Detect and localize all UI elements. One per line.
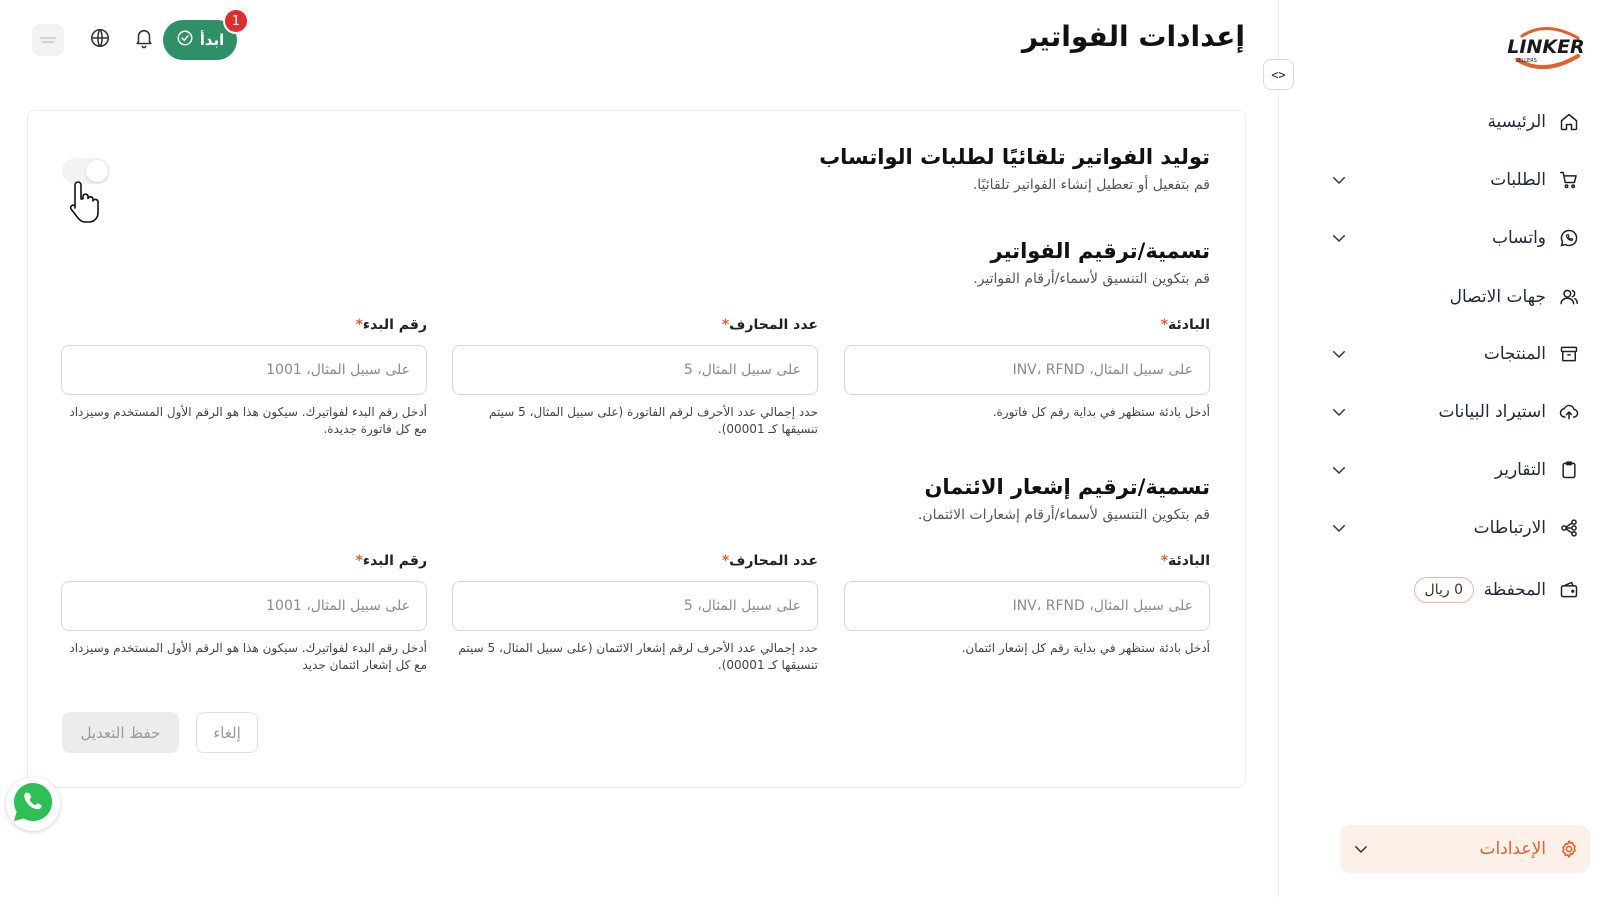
- invoice-length-hint: حدد إجمالي عدد الأحرف لرقم الفاتورة (على سبيل المثال، 5 سيتم تنسيقها كـ 00001).: [489, 405, 818, 436]
- invoice-prefix-input[interactable]: [844, 345, 1210, 395]
- start-badge: 1: [223, 8, 249, 34]
- sidebar-item-label: واتساب: [1491, 228, 1546, 248]
- credit-prefix-input[interactable]: [844, 581, 1210, 631]
- globe-icon: [89, 27, 111, 53]
- wallet-balance-badge: 0 ريال: [1414, 577, 1474, 603]
- sidebar: [1271, 0, 1600, 897]
- credit-start-label: رقم البدء*: [355, 553, 427, 569]
- invoice-prefix-label: البادئة*: [1160, 317, 1210, 333]
- invoice-length-field: [452, 317, 818, 438]
- invoice-length-input[interactable]: [452, 345, 818, 395]
- hand-cursor-icon: [66, 179, 100, 225]
- chevron-down-icon[interactable]: [1330, 345, 1348, 363]
- whatsapp-icon: [1558, 227, 1580, 249]
- credit-prefix-hint: أدخل بادئة ستظهر في بداية رقم كل إشعار ائتمان.: [961, 641, 1210, 655]
- logo-sub: SELLERS: [1515, 58, 1537, 64]
- start-label: ابدأ: [199, 31, 225, 49]
- sidebar-item-label: جهات الاتصال: [1449, 287, 1546, 307]
- sidebar-item-label: الطلبات: [1490, 170, 1546, 190]
- language-button[interactable]: [80, 20, 120, 60]
- users-icon: [1558, 286, 1580, 308]
- sidebar-item-home[interactable]: [1300, 102, 1600, 142]
- credit-start-input[interactable]: [61, 581, 427, 631]
- invoice-start-input[interactable]: [61, 345, 427, 395]
- check-circle-icon: [176, 29, 194, 51]
- notifications-button[interactable]: [124, 20, 164, 60]
- sidebar-item-reports[interactable]: [1300, 450, 1600, 490]
- chevron-down-icon[interactable]: [1330, 229, 1348, 247]
- invoice-prefix-hint: أدخل بادئة ستظهر في بداية رقم كل فاتورة.: [992, 405, 1210, 419]
- sidebar-item-settings[interactable]: [1340, 825, 1590, 873]
- home-icon: [1558, 111, 1580, 133]
- sidebar-item-label: المحفظة: [1483, 580, 1546, 600]
- invoice-start-field: [61, 317, 427, 438]
- share-icon: [1558, 517, 1580, 539]
- sidebar-item-integrations[interactable]: [1300, 508, 1600, 548]
- clipboard-icon: [1558, 459, 1580, 481]
- sidebar-item-label: استيراد البيانات: [1438, 402, 1546, 422]
- invoice-start-label: رقم البدء*: [355, 317, 427, 333]
- sidebar-item-label: الإعدادات: [1479, 839, 1546, 859]
- whatsapp-chat-button[interactable]: [6, 777, 60, 831]
- box-icon: [1558, 343, 1580, 365]
- chevron-down-icon[interactable]: [1330, 461, 1348, 479]
- cancel-button[interactable]: إلغاء: [196, 712, 258, 753]
- sidebar-item-label: الارتباطات: [1473, 518, 1546, 538]
- chevron-down-icon[interactable]: [1330, 171, 1348, 189]
- chevron-down-icon[interactable]: [1330, 519, 1348, 537]
- chevron-down-icon[interactable]: [1352, 840, 1370, 858]
- credit-prefix-label: البادئة*: [1160, 553, 1210, 569]
- chevron-down-icon[interactable]: [1330, 403, 1348, 421]
- credit-length-hint: حدد إجمالي عدد الأحرف لرقم إشعار الائتمان (على سبيل المثال، 5 سيتم تنسيقها كـ 00001).: [458, 641, 818, 672]
- sidebar-item-label: التقارير: [1494, 460, 1546, 480]
- sidebar-item-whatsapp[interactable]: [1300, 218, 1600, 258]
- page-title: إعدادات الفواتير: [1021, 20, 1245, 53]
- linker-logo[interactable]: [1504, 22, 1588, 74]
- invoice-start-hint: أدخل رقم البدء لفواتيرك. سيكون هذا هو الرقم الأول المستخدم وسيزداد مع كل فاتورة جديدة.: [69, 405, 427, 436]
- whatsapp-icon: [10, 779, 56, 829]
- invoice-length-label: عدد المحارف*: [721, 317, 818, 333]
- partner-logo-button[interactable]: [32, 24, 64, 56]
- invoice-settings-card: [27, 110, 1246, 788]
- sidebar-item-orders[interactable]: [1300, 160, 1600, 200]
- save-button[interactable]: حفظ التعديل: [62, 712, 179, 753]
- bell-icon: [133, 27, 155, 53]
- invoice-naming-title: تسمية/ترقيم الفواتير: [990, 239, 1210, 263]
- cart-icon: [1558, 169, 1580, 191]
- credit-length-input[interactable]: [452, 581, 818, 631]
- sidebar-item-products[interactable]: [1300, 334, 1600, 374]
- credit-start-hint: أدخل رقم البدء لفواتيرك. سيكون هذا هو الرقم الأول المستخدم وسيزداد مع كل إشعار ائتمان جديد: [69, 641, 427, 672]
- wallet-icon: [1558, 579, 1580, 601]
- invoice-naming-subtitle: قم بتكوين التنسيق لأسماء/أرقام الفواتير.: [973, 271, 1210, 287]
- logo-text: LINKER: [1507, 36, 1585, 58]
- auto-invoice-subtitle: قم بتفعيل أو تعطيل إنشاء الفواتير تلقائيًا.: [972, 177, 1210, 193]
- credit-start-field: [61, 553, 427, 674]
- auto-invoice-title: توليد الفواتير تلقائيًا لطلبات الواتساب: [819, 145, 1210, 169]
- credit-length-field: [452, 553, 818, 674]
- credit-length-label: عدد المحارف*: [721, 553, 818, 569]
- credit-prefix-field: [844, 553, 1210, 657]
- sidebar-collapse-button[interactable]: <>: [1263, 59, 1294, 90]
- sidebar-item-label: الرئيسية: [1487, 112, 1546, 132]
- credit-naming-subtitle: قم بتكوين التنسيق لأسماء/أرقام إشعارات الائتمان.: [917, 507, 1210, 523]
- gear-icon: [1558, 838, 1580, 860]
- credit-naming-title: تسمية/ترقيم إشعار الائتمان: [924, 475, 1210, 499]
- sidebar-item-wallet[interactable]: [1300, 570, 1600, 610]
- upload-icon: [1558, 401, 1580, 423]
- sidebar-item-contacts[interactable]: [1300, 277, 1600, 317]
- sidebar-item-data-import[interactable]: [1300, 392, 1600, 432]
- sidebar-item-label: المنتجات: [1483, 344, 1546, 364]
- invoice-prefix-field: [844, 317, 1210, 421]
